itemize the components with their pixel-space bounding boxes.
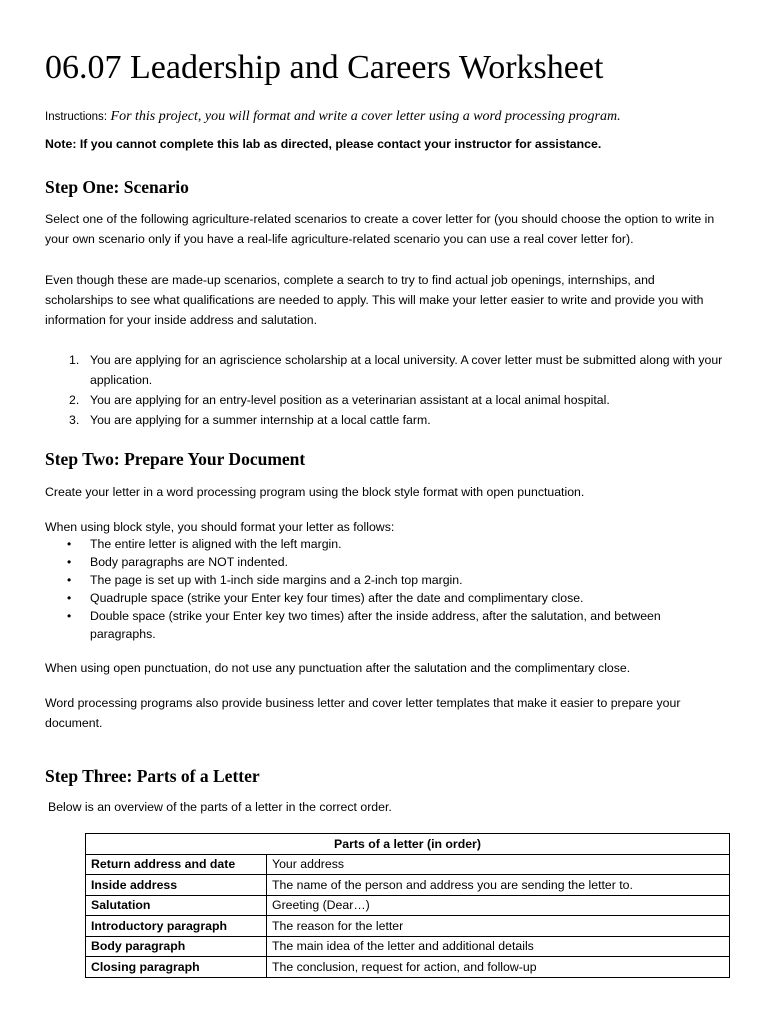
step-two-p1-after: .	[580, 485, 585, 499]
block-style-text: Quadruple space (strike your Enter key four times) after the date and complimentary close.	[90, 591, 584, 605]
bullet-icon: •	[67, 555, 72, 569]
letter-part-description: Greeting (Dear…)	[267, 895, 730, 916]
block-style-item	[45, 535, 725, 553]
letter-part: Introductory paragraph	[86, 916, 267, 937]
block-style-text: Body paragraphs are NOT indented.	[90, 555, 289, 569]
table-row	[86, 957, 730, 978]
instructions-colon: :	[103, 111, 108, 123]
letter-part: Salutation	[86, 895, 267, 916]
bullet-icon: •	[67, 573, 72, 587]
step-one-p1-before: Select one of the following agriculture-related scenarios to create a cover letter for (you should choose the option to write in your own scenario	[45, 212, 715, 246]
table-row	[86, 916, 730, 937]
table-row	[86, 854, 730, 875]
scenario-number: 2.	[69, 393, 80, 407]
instructions-text: For this project, you will format and write a cover letter using a word processing program.	[107, 109, 621, 124]
block-style-list	[45, 535, 725, 643]
table-row	[86, 936, 730, 957]
scenario-list	[45, 350, 725, 430]
letter-part: Closing paragraph	[86, 957, 267, 978]
table-header: Parts of a letter (in order)	[86, 834, 730, 855]
step-three-intro: Below is an overview of the parts of a letter in the correct order.	[48, 800, 392, 814]
letter-part-description: The conclusion, request for action, and follow-up	[267, 957, 730, 978]
letter-part-description: The main idea of the letter and additional details	[267, 936, 730, 957]
scenario-text: You are applying for an agriscience scholarship at a local university. A cover letter must be submitted along with your application.	[90, 353, 723, 387]
page-title: 06.07 Leadership and Careers Worksheet	[45, 49, 604, 86]
step-one-p1-after: if you have a real-life agriculture-related scenario you can use a real cover letter for).	[170, 232, 634, 246]
scenario-number: 1.	[69, 353, 80, 367]
letter-part: Body paragraph	[86, 936, 267, 957]
step-one-paragraph-2: Even though these are made-up scenarios, complete a search to try to find actual job openings, internships, and scholarships to see what qualifications are needed to apply. This will make your letter easier to write and provide you with information for your inside address and salutation.	[45, 273, 704, 327]
block-style-text: Double space (strike your Enter key two times) after the inside address, after the salutation, and between paragraphs.	[90, 609, 661, 641]
block-style-item	[45, 607, 725, 643]
block-style-text: The page is set up with 1-inch side margins and a 2-inch top margin.	[90, 573, 463, 587]
scenario-text: You are applying for an entry-level position as a veterinarian assistant at a local animal hospital.	[90, 393, 610, 407]
table-row	[86, 895, 730, 916]
step-two-p1-before: Create your letter in a word processing program using the	[45, 485, 363, 499]
parts-of-letter-table	[85, 833, 730, 978]
letter-part-description: The name of the person and address you are sending the letter to.	[267, 875, 730, 896]
letter-part-description: The reason for the letter	[267, 916, 730, 937]
scenario-item	[45, 350, 725, 390]
bullet-icon: •	[67, 591, 72, 605]
instructions	[45, 109, 621, 125]
step-two-paragraph-4: Word processing programs also provide business letter and cover letter templates that make it easier to prepare your document.	[45, 696, 681, 730]
note-text: Note: If you cannot complete this lab as directed, please contact your instructor for assistance.	[45, 137, 602, 151]
table-header-row	[86, 834, 730, 855]
step-two-p1-emphasis: block style format with open punctuation	[362, 485, 581, 499]
step-three-heading: Step Three: Parts of a Letter	[45, 766, 260, 786]
block-style-item	[45, 589, 725, 607]
letter-part: Return address and date	[86, 854, 267, 875]
block-style-item	[45, 553, 725, 571]
scenario-item	[45, 410, 725, 430]
bullet-icon: •	[67, 537, 72, 551]
step-one-p1-emphasis: only	[148, 232, 171, 246]
step-two-paragraph-1	[45, 482, 725, 502]
block-style-item	[45, 571, 725, 589]
table-row	[86, 875, 730, 896]
step-two-paragraph-2: When using block style, you should format your letter as follows:	[45, 520, 395, 534]
scenario-text: You are applying for a summer internship at a local cattle farm.	[90, 413, 431, 427]
letter-part: Inside address	[86, 875, 267, 896]
step-two-paragraph-3: When using open punctuation, do not use any punctuation after the salutation and the complimentary close.	[45, 661, 631, 675]
letter-part-description: Your address	[267, 854, 730, 875]
step-one-paragraph-1	[45, 209, 725, 249]
scenario-item	[45, 390, 725, 410]
instructions-label: Instructions	[45, 111, 104, 123]
bullet-icon: •	[67, 609, 72, 623]
scenario-number: 3.	[69, 413, 80, 427]
block-style-text: The entire letter is aligned with the left margin.	[90, 537, 342, 551]
step-one-heading: Step One: Scenario	[45, 177, 189, 197]
step-two-heading: Step Two: Prepare Your Document	[45, 449, 306, 469]
